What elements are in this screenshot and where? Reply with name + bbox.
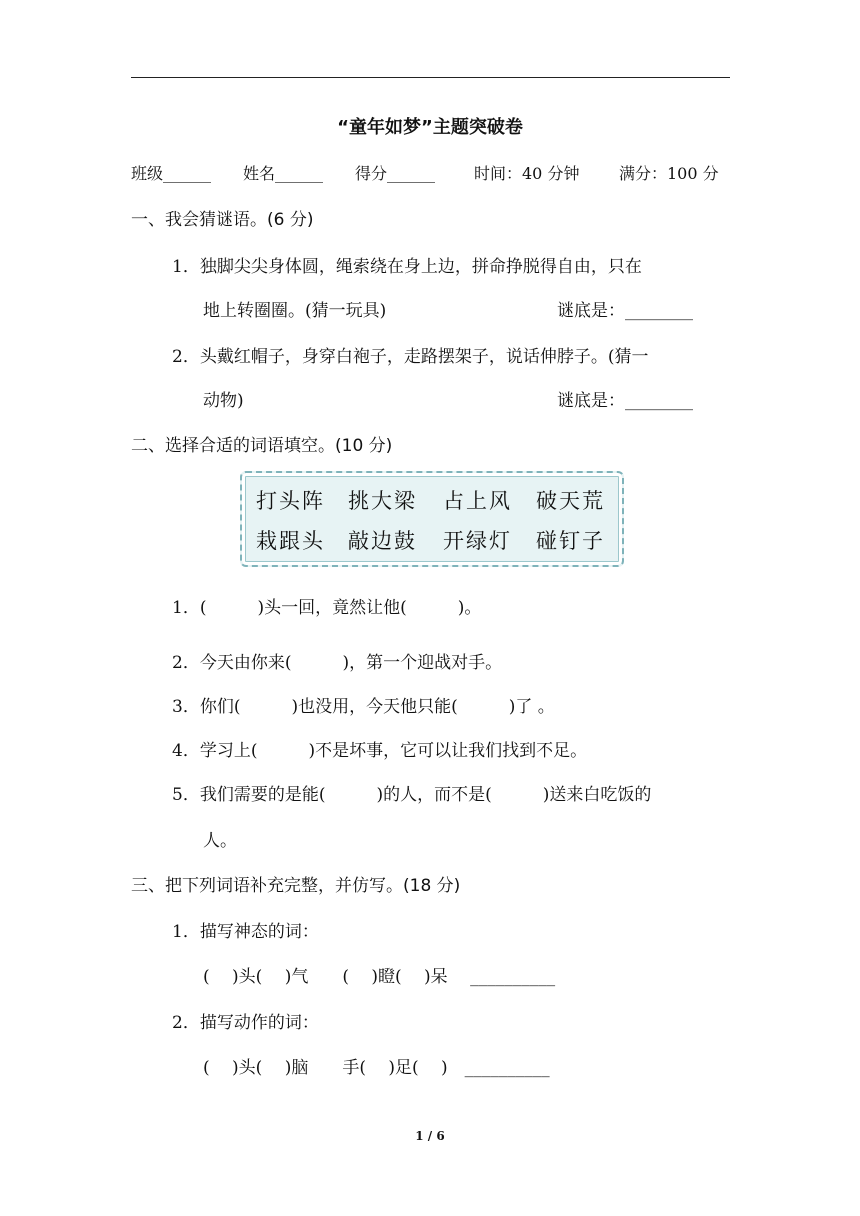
action-words-label: 2．描写动作的词： (172, 1013, 319, 1033)
riddle2-line2: 动物) (203, 391, 244, 411)
page-number: 1 / 6 (415, 1129, 445, 1143)
riddle1-answer-field[interactable]: 谜底是：________ (557, 301, 693, 321)
riddle1-line1: 1．独脚尖尖身体圆，绳索绕在身上边，拼命挣脱得自由，只在 (172, 257, 642, 277)
section3-heading: 三、把下列词语补充完整，并仿写。(18 分) (131, 876, 461, 896)
word-bank-item: 打头阵 (256, 489, 325, 513)
riddle2-answer-field[interactable]: 谜底是：________ (557, 391, 693, 411)
word-bank-item: 栽跟头 (256, 529, 325, 553)
word-bank-item: 占上风 (443, 489, 512, 513)
word-bank-item: 挑大梁 (348, 489, 417, 513)
fill-question-5-line1[interactable]: 5．我们需要的是能( )的人，而不是( )送来白吃饭的 (172, 785, 652, 805)
word-bank-item: 敲边鼓 (348, 529, 417, 553)
page-title: “童年如梦”主题突破卷 (337, 117, 523, 138)
word-bank-item: 开绿灯 (443, 529, 512, 553)
fill-question-3[interactable]: 3．你们( )也没用，今天他只能( )了 。 (172, 697, 555, 717)
expression-words-label: 1．描写神态的词： (172, 922, 319, 942)
name-field[interactable]: 姓名______ (243, 164, 324, 183)
riddle2-line1: 2．头戴红帽子，身穿白袍子，走路摆架子，说话伸脖子。(猜一 (172, 347, 649, 367)
section1-heading: 一、我会猜谜语。(6 分) (131, 210, 314, 230)
section2-heading: 二、选择合适的词语填空。(10 分) (131, 436, 393, 456)
expression-words-fill[interactable]: ( )头( )气 ( )瞪( )呆 __________ (203, 967, 556, 987)
score-field[interactable]: 得分______ (355, 164, 436, 183)
full-score-label: 满分：100 分 (619, 164, 719, 183)
fill-question-5-line2: 人。 (203, 831, 237, 851)
word-bank-item: 碰钉子 (536, 529, 605, 553)
fill-question-1[interactable]: 1．( )头一回，竟然让他( )。 (172, 598, 482, 618)
word-bank (240, 471, 624, 567)
action-words-fill[interactable]: ( )头( )脑 手( )足( ) __________ (203, 1058, 550, 1078)
riddle1-line2: 地上转圈圈。(猜一玩具) (203, 301, 387, 321)
word-bank-item: 破天荒 (536, 489, 605, 513)
fill-question-4[interactable]: 4．学习上( )不是坏事，它可以让我们找到不足。 (172, 741, 588, 761)
fill-question-2[interactable]: 2．今天由你来( )，第一个迎战对手。 (172, 653, 503, 673)
time-label: 时间：40 分钟 (474, 164, 580, 183)
top-rule (131, 77, 730, 78)
class-field[interactable]: 班级______ (131, 164, 212, 183)
